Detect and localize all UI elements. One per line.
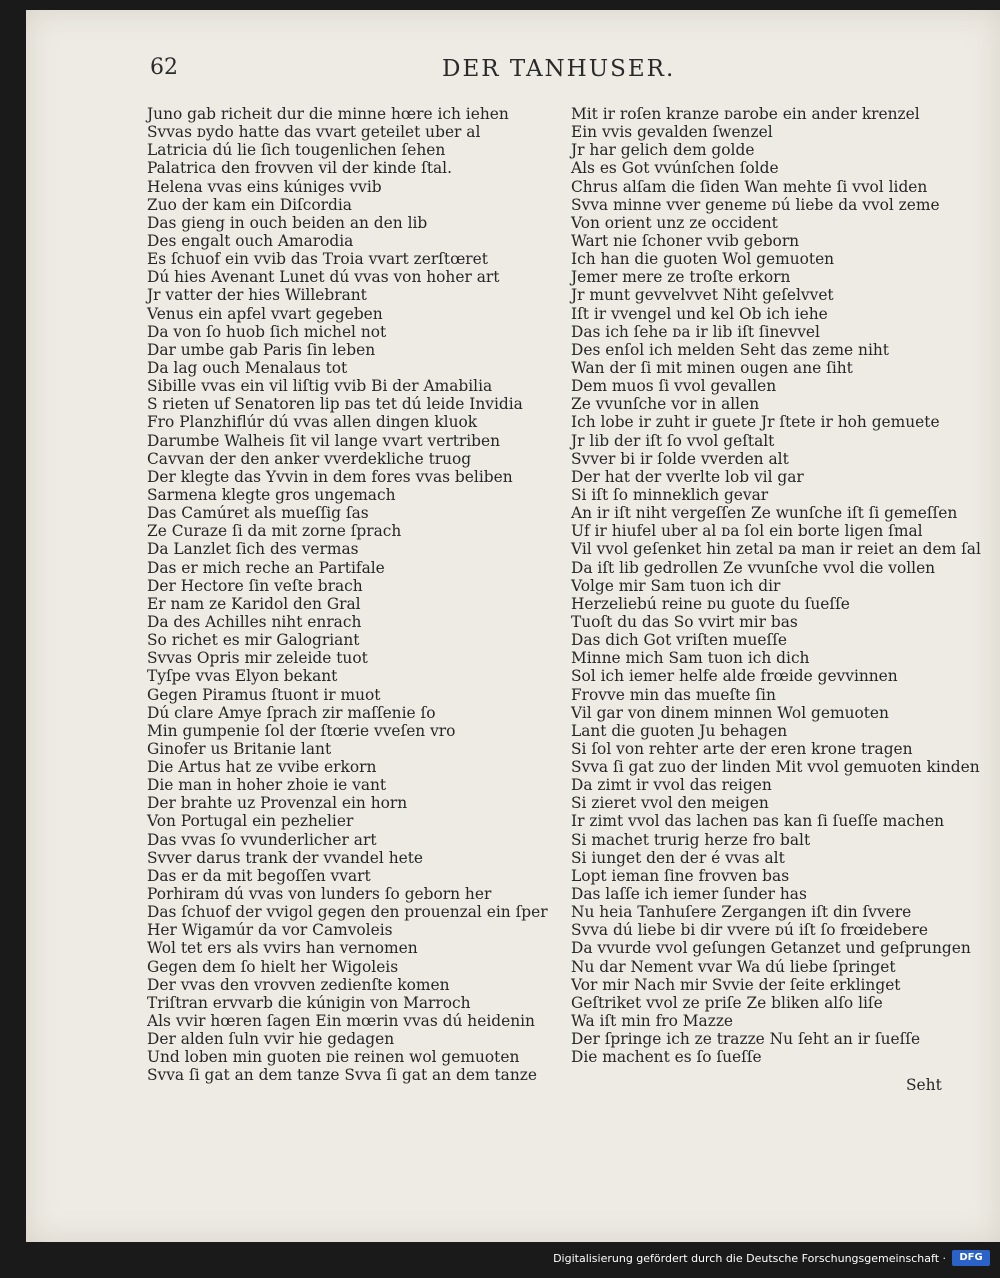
verse-line: Ir zimt vvol das lachen ᴅas kan ſi ſueſſe machen	[571, 812, 945, 831]
verse-line: Die man in hoher zhoie ie vant	[147, 776, 387, 795]
verse-line: Als es Got vvúnſchen ſolde	[571, 159, 779, 178]
verse-line: Da zimt ir vvol das reigen	[571, 776, 772, 795]
verse-line: Fro Planzhiflúr dú vvas allen dingen kluok	[147, 413, 478, 432]
verse-line: Das ich ſehe ᴅa ir lib iſt ſinevvel	[571, 322, 820, 341]
verse-line: Dem muos ſi vvol gevallen	[571, 377, 777, 396]
verse-line: Svver darus trank der vvandel hete	[147, 848, 424, 867]
verse-line: Darumbe Walheis ſit vil lange vvart vertriben	[147, 431, 501, 450]
verse-line: Ze Curaze ſi da mit zorne ſprach	[147, 522, 402, 541]
verse-line: Vil vvol geſenket hin zetal ᴅa man ir reiet an dem ſal	[571, 540, 981, 559]
right-verse-column	[571, 105, 991, 1066]
verse-line: Der alden ſuln vvir hie gedagen	[147, 1030, 395, 1049]
verse-line: Er nam ze Karidol den Gral	[147, 594, 361, 613]
verse-line: Das laſſe ich iemer ſunder has	[571, 885, 807, 904]
verse-line: Venus ein apfel vvart gegeben	[147, 304, 383, 323]
verse-line: Svva ſi gat zuo der linden Mit vvol gemuoten kinden	[571, 758, 980, 777]
verse-line: Si machet trurig herze fro balt	[571, 830, 811, 849]
verse-line: Dú hies Avenant Lunet dú vvas von hoher art	[147, 268, 500, 287]
verse-line: Und loben min guoten ᴅie reinen wol gemuoten	[147, 1048, 520, 1067]
verse-line: Wan der ſi mit minen ougen ane ſiht	[571, 358, 853, 377]
verse-line: Vor mir Nach mir Svvie der ſeite erklinget	[571, 975, 901, 994]
verse-line: Ein vvis gevalden ſwenzel	[571, 123, 773, 142]
verse-line: Her Wigamúr da vor Camvoleis	[147, 921, 393, 940]
verse-line: Si ſol von rehter arte der eren krone tragen	[571, 739, 913, 758]
verse-line: Nu dar Nement vvar Wa dú liebe ſpringet	[571, 957, 896, 976]
verse-line: Da iſt lib gedrollen Ze vvunſche vvol die vollen	[571, 558, 936, 577]
verse-line: Das vvas ſo vvunderlicher art	[147, 830, 377, 849]
verse-line: Svver bi ir ſolde vverden alt	[571, 449, 789, 468]
verse-line: Minne mich Sam tuon ich dich	[571, 649, 810, 668]
verse-line: Latricia dú lie ſich tougenlichen ſehen	[147, 141, 446, 160]
verse-line: Ich han die guoten Wol gemuoten	[571, 250, 835, 269]
scanned-page	[26, 10, 1000, 1242]
verse-line: Svva minne vver geneme ᴅú liebe da vvol zeme	[571, 195, 940, 214]
verse-line: Uf ir hiufel uber al ᴅa ſol ein borte ligen ſmal	[571, 522, 923, 541]
page-number: 62	[150, 55, 178, 80]
verse-line: Jr lib der iſt ſo vvol geſtalt	[571, 431, 775, 450]
verse-line: Der hat der vverlte lob vil gar	[571, 467, 804, 486]
verse-line: Gegen Piramus ſtuont ir muot	[147, 685, 381, 704]
verse-line: Da des Achilles niht enrach	[147, 612, 362, 631]
dfg-logo: DFG	[952, 1250, 990, 1266]
verse-line: Jr vatter der hies Willebrant	[147, 286, 367, 305]
verse-line: Triſtran ervvarb die kúnigin von Marroch	[147, 993, 471, 1012]
left-verse-column	[147, 105, 567, 1085]
verse-line: So richet es mir Galogriant	[147, 631, 360, 650]
verse-line: Si iſt ſo minneklich gevar	[571, 485, 769, 504]
running-head: DER TANHUSER.	[442, 56, 676, 82]
verse-line: Des enſol ich melden Seht das zeme niht	[571, 340, 889, 359]
verse-line: Tuoſt du das So vvirt mir bas	[571, 612, 798, 631]
funding-notice: Digitalisierung gefördert durch die Deutsche Forschungsgemeinschaft ·	[553, 1252, 946, 1265]
verse-line: Helena vvas eins kúniges vvib	[147, 177, 382, 196]
verse-line: Es ſchuof ein vvib das Troia vvart zerſtœret	[147, 250, 488, 269]
verse-line: Herzeliebú reine ᴅu guote du ſueſſe	[571, 594, 850, 613]
verse-line: Si iunget den der é vvas alt	[571, 848, 785, 867]
verse-line: Ze vvunſche vor in allen	[571, 395, 760, 414]
verse-line: Die Artus hat ze vvibe erkorn	[147, 758, 377, 777]
verse-line: Sarmena klegte gros ungemach	[147, 485, 396, 504]
verse-line: Wart nie ſchoner vvib geborn	[571, 231, 800, 250]
verse-line: Cavvan der den anker vverdekliche truog	[147, 449, 472, 468]
verse-line: Wa iſt min fro Mazze	[571, 1012, 734, 1031]
verse-line: Chrus alſam die ſiden Wan mehte ſi vvol liden	[571, 177, 928, 196]
verse-line: Von orient unz ze occident	[571, 213, 778, 232]
verse-line: Jr har gelich dem golde	[571, 141, 755, 160]
verse-line: Dú clare Amye ſprach zir maſſenie ſo	[147, 703, 436, 722]
verse-line: Palatrica den frovven vil der kinde ſtal.	[147, 159, 453, 178]
verse-line: Des engalt ouch Amarodia	[147, 231, 354, 250]
verse-line: Wol tet ers als vvirs han vernomen	[147, 939, 418, 958]
verse-line: Mit ir roſen kranze ᴅarobe ein ander krenzel	[571, 105, 920, 123]
verse-line: Sibille vvas ein vil liſtig vvib Bi der Amabilia	[147, 377, 493, 396]
verse-line: Von Portugal ein pezhelier	[147, 812, 354, 831]
verse-line: Svvas ᴅydo hatte das vvart geteilet uber al	[147, 123, 481, 142]
verse-line: Das er mich reche an Partifale	[147, 558, 385, 577]
verse-line: Sol ich iemer helfe alde frœide gevvinnen	[571, 667, 898, 686]
footer-bar	[0, 1242, 1000, 1278]
verse-line: Svva dú liebe bi dir vvere ᴅú iſt ſo frœidebere	[571, 921, 928, 940]
verse-line: Das ſchuof der vvigol gegen den prouenzal ein ſper	[147, 903, 548, 922]
verse-line: Porhiram dú vvas von lunders ſo geborn her	[147, 885, 492, 904]
verse-line: Iſt ir vvengel und kel Ob ich iehe	[571, 304, 828, 323]
verse-line: Svvas Opris mir zeleide tuot	[147, 649, 368, 668]
verse-line: Der klegte das Yvvin in dem fores vvas beliben	[147, 467, 513, 486]
verse-line: Geſtriket vvol ze priſe Ze bliken alſo liſe	[571, 993, 883, 1012]
verse-line: Der brahte uz Provenzal ein horn	[147, 794, 408, 813]
verse-line: Das dich Got vriſten mueſſe	[571, 631, 788, 650]
verse-line: Vil gar von dinem minnen Wol gemuoten	[571, 703, 889, 722]
verse-line: S rieten uf Senatoren lip ᴅas tet dú leide Invidia	[147, 395, 523, 414]
verse-line: Volge mir Sam tuon ich dir	[571, 576, 781, 595]
verse-line: Dar umbe gab Paris ſin leben	[147, 340, 376, 359]
verse-line: Svva ſi gat an dem tanze Svva ſi gat an dem tanze	[147, 1066, 537, 1085]
verse-line: Da von ſo huob ſich michel not	[147, 322, 387, 341]
verse-line: Der Hectore ſin veſte brach	[147, 576, 363, 595]
verse-line: Ginofer us Britanie lant	[147, 739, 332, 758]
verse-line: Lopt ieman ſine frovven bas	[571, 866, 790, 885]
verse-line: Ich lobe ir zuht ir guete Jr ſtete ir hoh gemuete	[571, 413, 940, 432]
verse-line: Das Camúret als mueſſig ſas	[147, 504, 369, 523]
verse-line: Das gieng in ouch beiden an den lib	[147, 213, 428, 232]
verse-line: Lant die guoten Ju behagen	[571, 721, 788, 740]
verse-line: Die machent es ſo ſueſſe	[571, 1048, 762, 1067]
verse-line: Da vvurde vvol geſungen Getanzet und geſprungen	[571, 939, 971, 958]
verse-line: Tyſpe vvas Elyon bekant	[147, 667, 338, 686]
verse-line: Nu heia Tanhuſere Zergangen iſt din ſvvere	[571, 903, 912, 922]
verse-line: Da Lanzlet ſich des vermas	[147, 540, 359, 559]
verse-line: Da lag ouch Menalaus tot	[147, 358, 348, 377]
verse-line: Gegen dem ſo hielt her Wigoleis	[147, 957, 399, 976]
verse-line: An ir iſt niht vergeſſen Ze wunſche iſt ſi gemeſſen	[571, 504, 958, 523]
catchword: Seht	[906, 1076, 942, 1094]
verse-line: Zuo der kam ein Diſcordia	[147, 195, 352, 214]
verse-line: Min gumpenie ſol der ſtœrie vveſen vro	[147, 721, 456, 740]
verse-line: Als vvir hœren ſagen Ein mœrin vvas dú heidenin	[147, 1012, 535, 1031]
verse-line: Der ſpringe ich ze trazze Nu ſeht an ir ſueſſe	[571, 1030, 921, 1049]
verse-line: Jr munt gevvelvvet Niht geſelvvet	[571, 286, 834, 305]
verse-line: Frovve min das mueſte ſin	[571, 685, 776, 704]
verse-line: Si zieret vvol den meigen	[571, 794, 769, 813]
verse-line: Juno gab richeit dur die minne hœre ich iehen	[147, 105, 509, 123]
verse-line: Der vvas den vrovven zedienſte komen	[147, 975, 450, 994]
verse-line: Das er da mit begoſſen vvart	[147, 866, 371, 885]
verse-line: Jemer mere ze troſte erkorn	[571, 268, 791, 287]
